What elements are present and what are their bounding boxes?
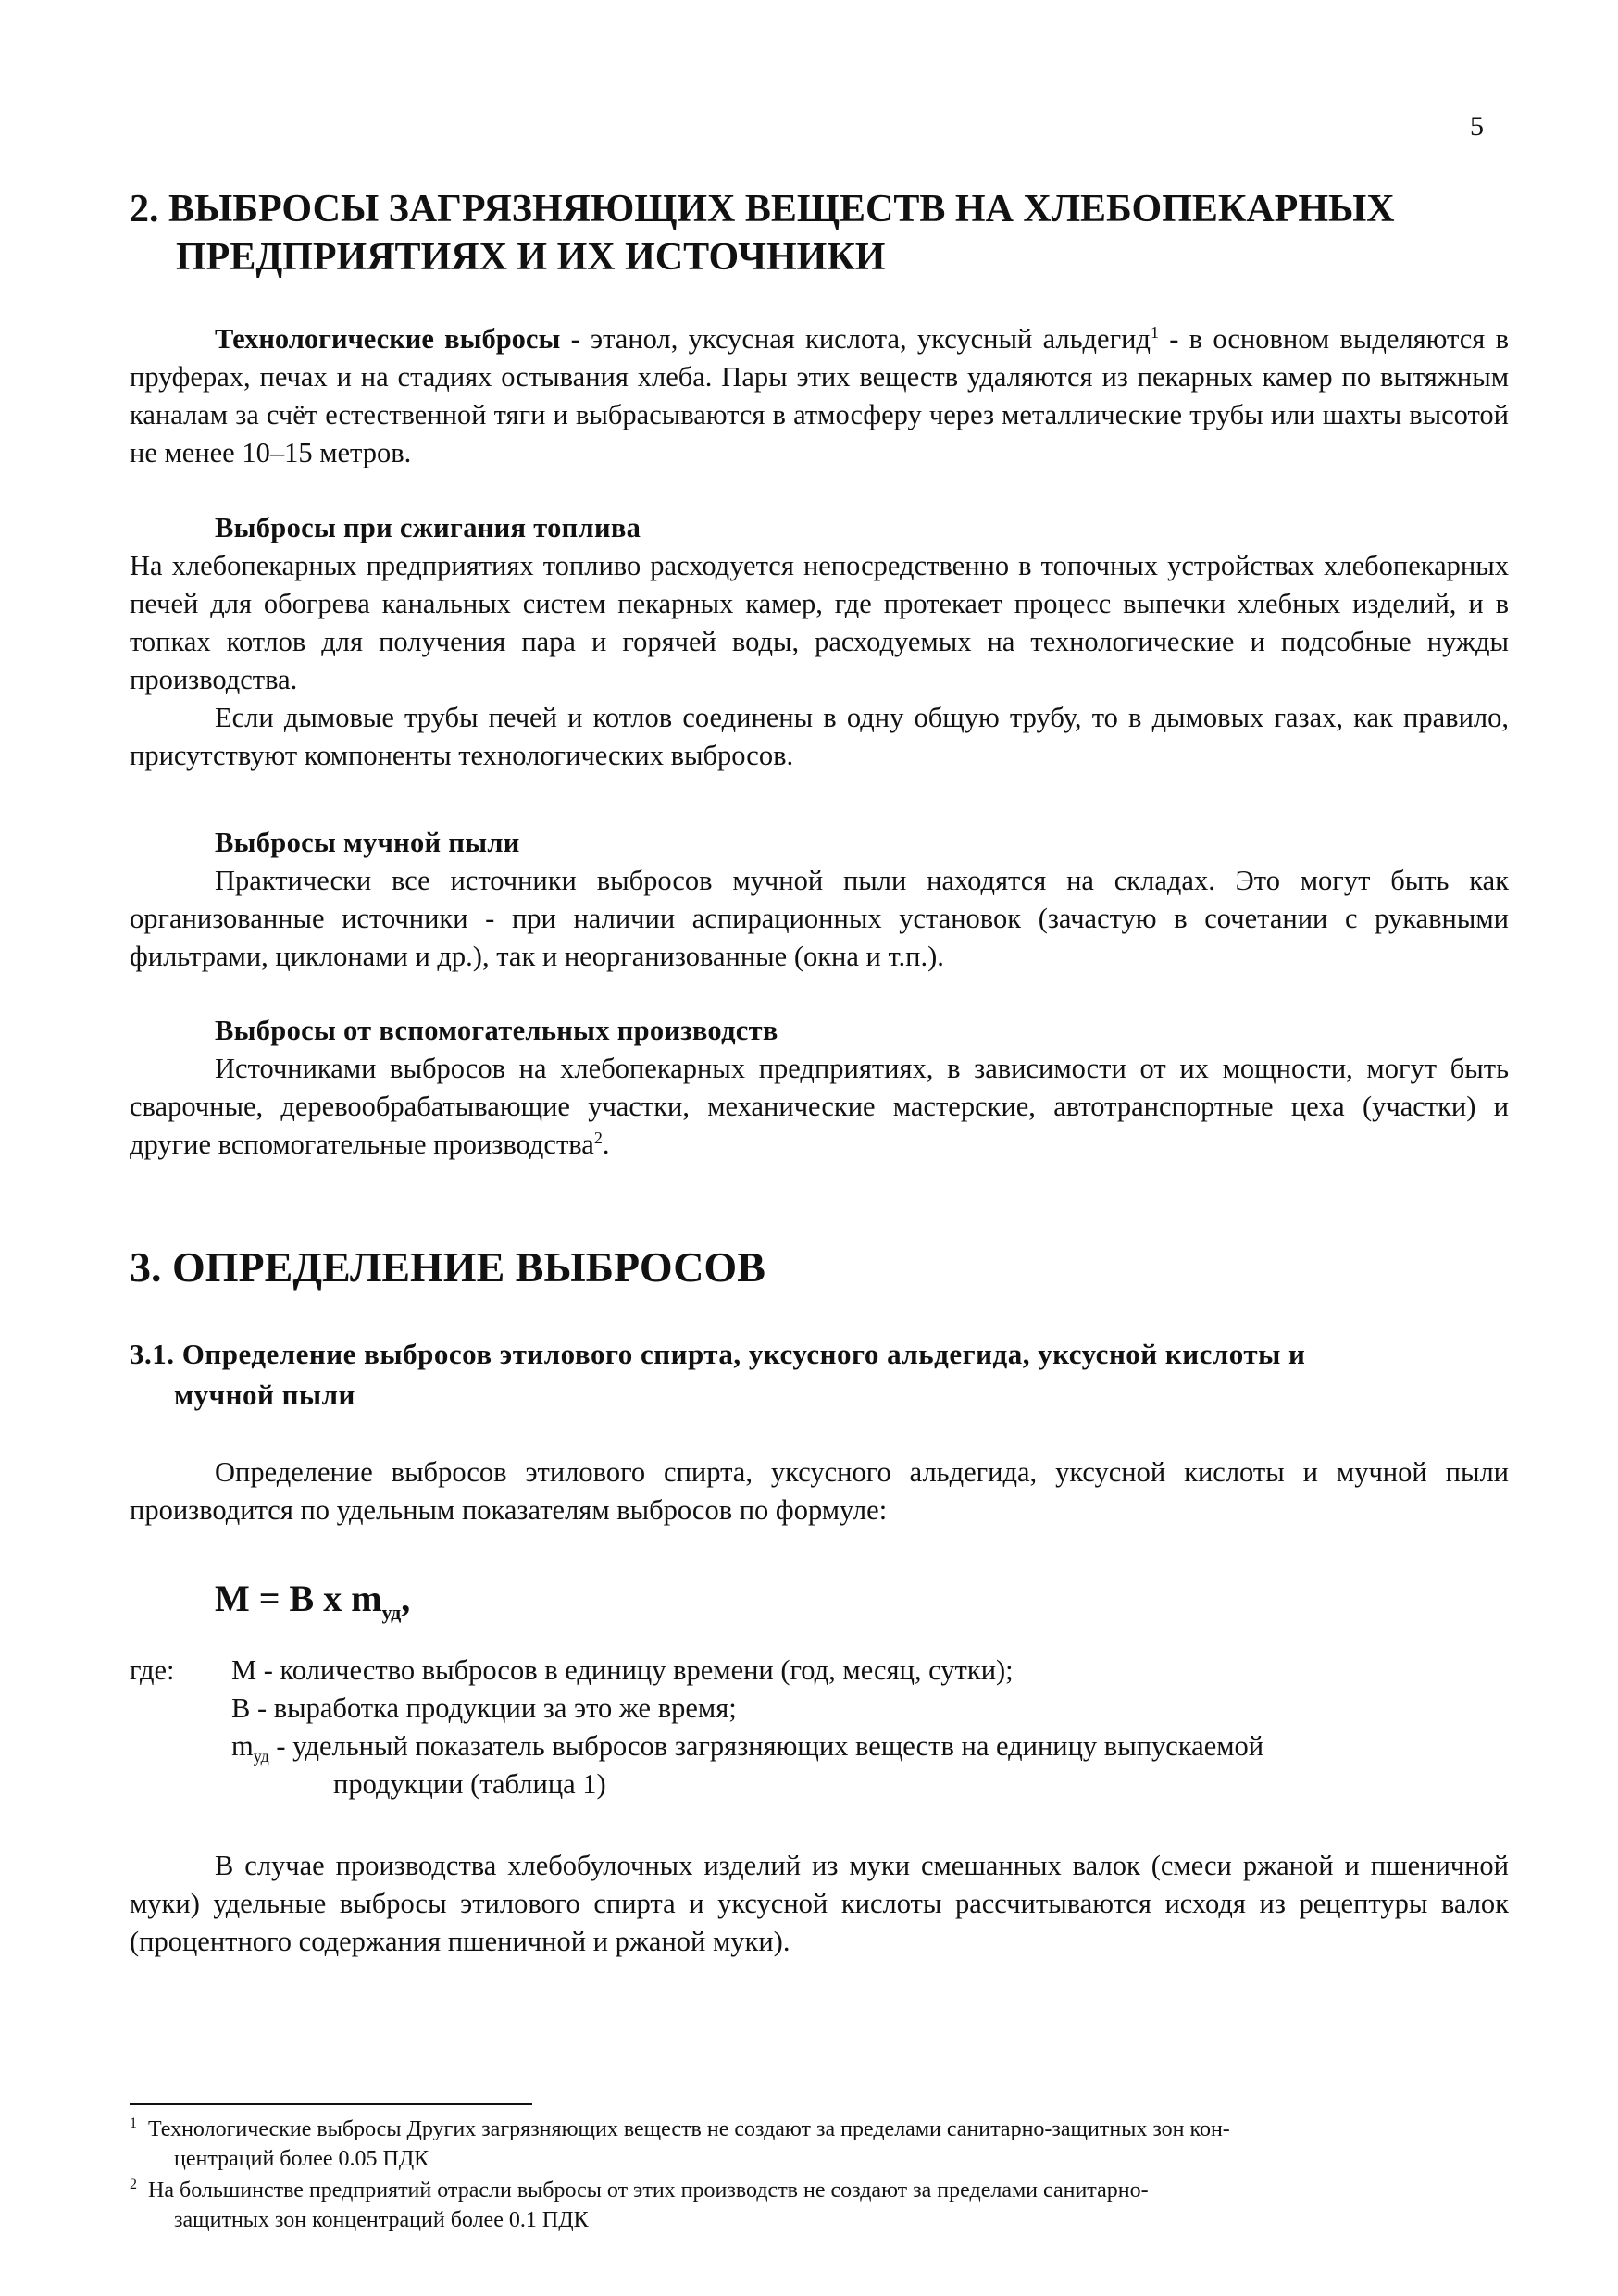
fuel-emissions-paragraph-1: На хлебопекарных предприятиях топливо расходуется непосредственно в топочных устройствах хлебопекарных печей для обогрева канальных систем пекарных камер, где протекает процесс выпечки хлебных изделий, и в топках котлов для получения пара и горячей воды, расходуемых на технологические и подсобные нужды производства. xyxy=(130,550,1509,695)
emission-formula: M = B x $m_{уд}$, xyxy=(215,1578,411,1624)
auxiliary-emissions-paragraph: Источниками выбросов на хлебопекарных предприятиях, в зависимости от их мощности, могут быть сварочные, деревообрабатывающие участки, механические мастерские, автотранспортные цеха (участки) и другие вспомогательные производства$^2$. xyxy=(130,1053,1509,1160)
definition-m-ud-continued: продукции (таблица 1) xyxy=(333,1768,606,1800)
definition-b: B - выработка продукции за это же время; xyxy=(231,1692,737,1724)
auxiliary-emissions-title: Выбросы от вспомогательных производств xyxy=(215,1015,778,1046)
flour-dust-emissions-paragraph: Практически все источники выбросов мучной пыли находятся на складах. Это могут быть как организованные источники - при наличии аспирационных установок (зачастую в сочетании с рукавными фильтрами, циклонами и др.), так и неорганизованные (окна и т.п.). xyxy=(130,865,1509,972)
section-3-heading: 3. ОПРЕДЕЛЕНИЕ ВЫБРОСОВ xyxy=(130,1243,765,1291)
section-3-1-heading: 3.1. Определение выбросов этилового спирта, уксусного альдегида, уксусной кислоты и мучной пыли xyxy=(130,1338,1306,1411)
mixed-flour-paragraph: В случае производства хлебобулочных изделий из муки смешанных валок (смеси ржаной и пшеничной муки) удельные выбросы этилового спирта и уксусной кислоты рассчитываются исходя из рецептуры валок (процентного содержания пшеничной и ржаной муки). xyxy=(130,1850,1509,1957)
footnote-1: 1 Технологические выбросы Других загрязняющих веществ не создают за пределами санитарно-защитных зон кон- центраций более 0.05 ПДК xyxy=(130,2115,1230,2171)
definition-m: M - количество выбросов в единицу времени (год, месяц, сутки); xyxy=(231,1654,1014,1686)
footnote-2: 2 На большинстве предприятий отрасли выбросы от этих производств не создают за пределами санитарно- защитных зон концентраций более 0.1 ПДК xyxy=(130,2177,1149,2232)
footnote-ref-1: 1 xyxy=(1150,322,1159,342)
footnote-ref-2: 2 xyxy=(593,1128,603,1147)
flour-dust-emissions-title: Выбросы мучной пыли xyxy=(215,827,520,858)
fuel-emissions-paragraph-2: Если дымовые трубы печей и котлов соединены в одну общую трубу, то в дымовых газах, как правило, присутствуют компоненты технологических выбросов. xyxy=(130,702,1509,771)
fuel-emissions-title: Выбросы при сжигания топлива xyxy=(215,512,641,543)
section-2-heading-line-2: ПРЕДПРИЯТИЯХ И ИХ ИСТОЧНИКИ xyxy=(176,236,886,279)
technological-emissions-lead: Технологические выбросы xyxy=(215,323,561,355)
section-2-heading-line-1: 2. ВЫБРОСЫ ЗАГРЯЗНЯЮЩИХ ВЕЩЕСТВ НА ХЛЕБОПЕКАРНЫХ xyxy=(130,188,1395,231)
technological-emissions-paragraph: Технологические выбросы - этанол, уксусная кислота, уксусный альдегид$^1$ - в основном выделяются в пруферах, печах и на стадиях остывания хлеба. Пары этих веществ удаляются из пекарных камер по вытяжным каналам за счёт естественной тяги и выбрасываются в атмосферу через металлические трубы или шахты высотой не менее 10–15 метров. xyxy=(130,322,1509,468)
definition-m-ud: $m_{уд}$ - удельный показатель выбросов загрязняющих веществ на единицу выпускаемой xyxy=(231,1730,1264,1766)
formula-intro-paragraph: Определение выбросов этилового спирта, уксусного альдегида, уксусной кислоты и мучной пыли производится по удельным показателям выбросов по формуле: xyxy=(130,1456,1509,1526)
footnote-divider xyxy=(130,2103,532,2105)
page-number: 5 xyxy=(1470,111,1484,142)
where-label: где: xyxy=(130,1654,175,1686)
